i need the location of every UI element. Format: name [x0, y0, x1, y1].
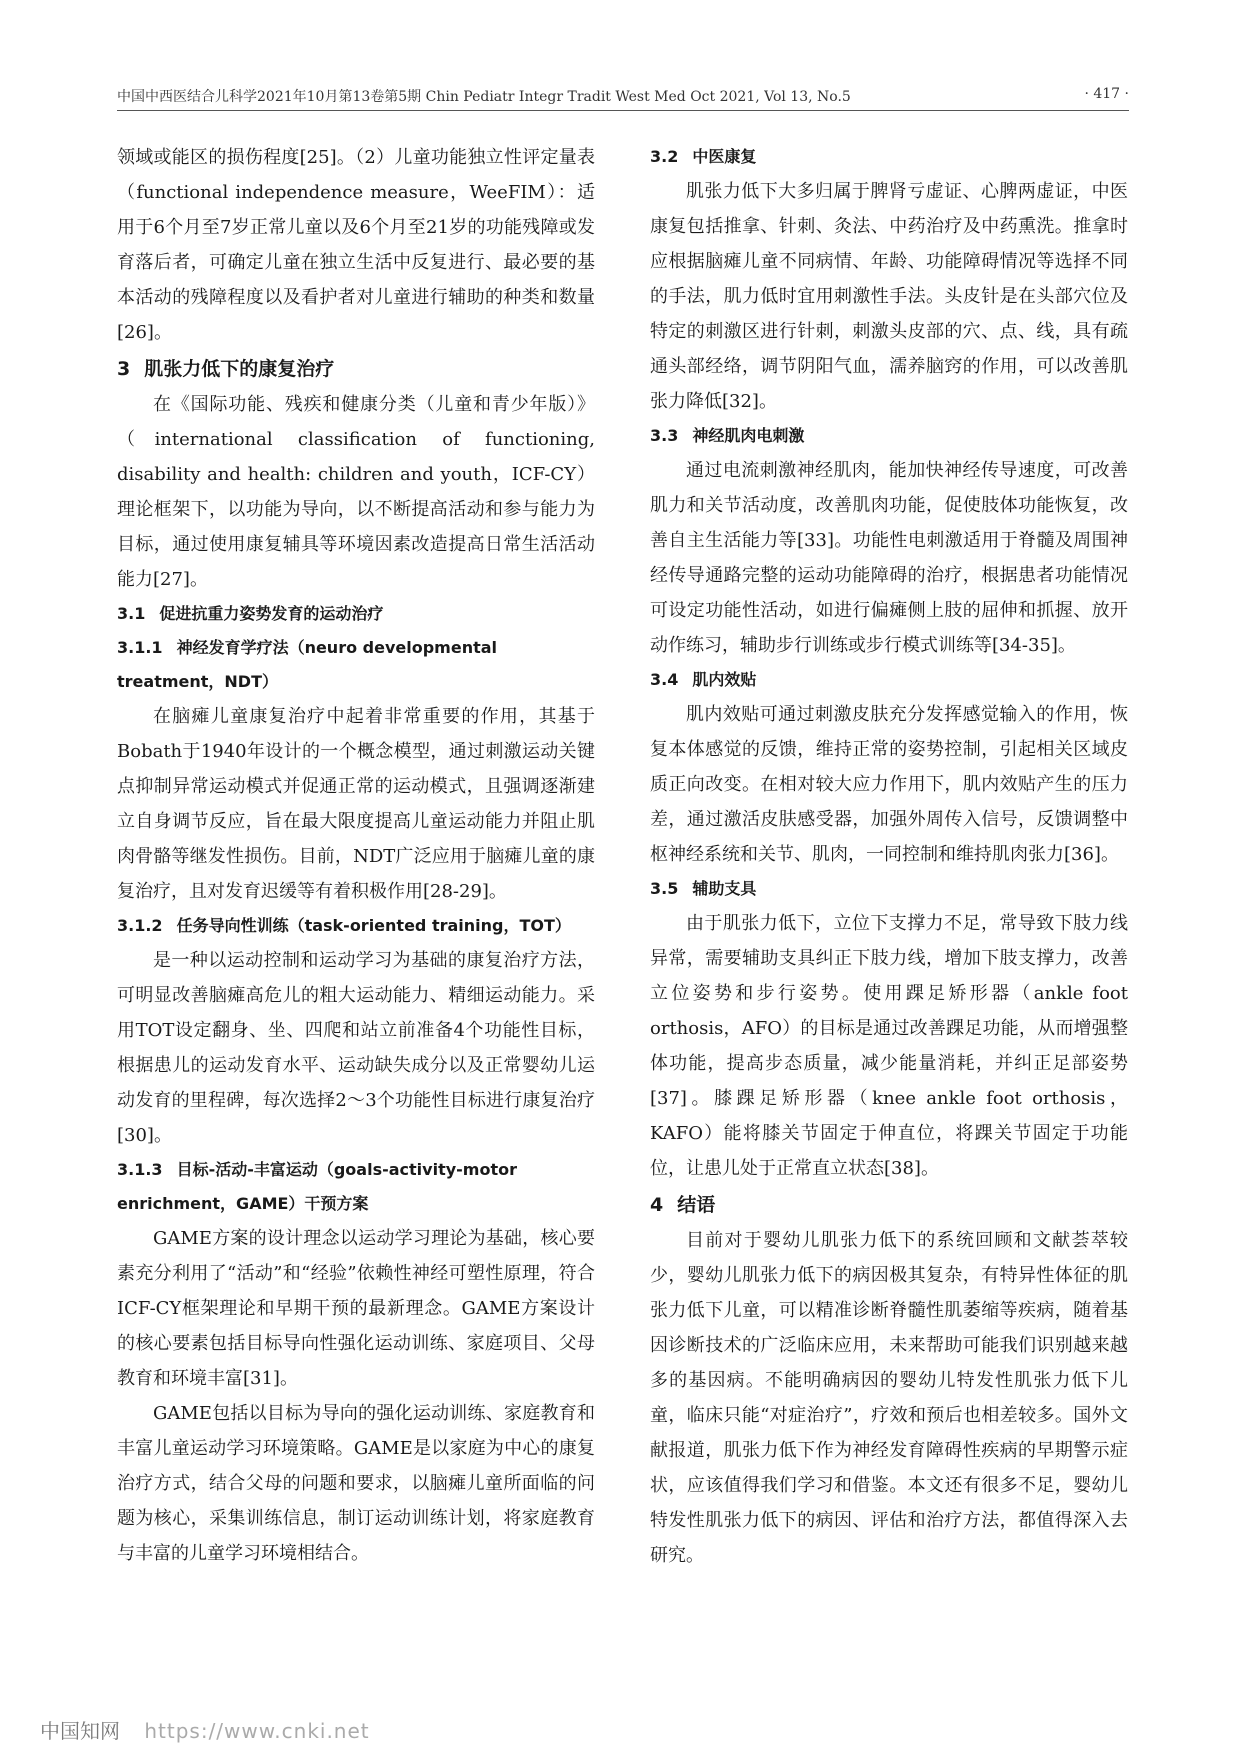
right-column	[650, 140, 1128, 1573]
section-title: 结语	[677, 1194, 716, 1216]
section-number: 3.5	[650, 879, 679, 898]
watermark-url: https://www.cnki.net	[144, 1719, 370, 1743]
section-title: 肌内效贴	[692, 670, 757, 689]
section-number: 3.2	[650, 147, 679, 166]
section-number: 3.3	[650, 426, 679, 445]
page-number: · 417 ·	[1084, 86, 1129, 102]
section-heading	[117, 352, 595, 386]
paragraph: 由于肌张力低下，立位下支撑力不足，常导致下肢力线异常，需要辅助支具纠正下肢力线，增加下肢支撑力，改善立位姿势和步行姿势。使用踝足矫形器（ankle foot orthosis，AFO）的目标是通过改善踝足功能，从而增强整体功能，提高步态质量，减少能量消耗，并纠正足部姿势[37]。膝踝足矫形器（knee ankle foot orthosis，KAFO）能将膝关节固定于伸直位，将踝关节固定于功能位，让患儿处于正常直立状态[38]。	[650, 913, 1128, 1179]
section-number: 3.4	[650, 670, 679, 689]
paragraph: 通过电流刺激神经肌肉，能加快神经传导速度，可改善肌力和关节活动度，改善肌肉功能，促使肢体功能恢复，改善自主生活能力等[33]。功能性电刺激适用于脊髓及周围神经传导通路完整的运动功能障碍的治疗，根据患者功能情况可设定功能性活动，如进行偏瘫侧上肢的屈伸和抓握、放开动作练习，辅助步行训练或步行模式训练等[34-35]。	[650, 460, 1128, 656]
subsubsection-heading	[117, 1153, 595, 1221]
section-number: 4	[650, 1194, 664, 1216]
section-number: 3	[117, 358, 131, 380]
subsection-heading	[650, 140, 1128, 174]
section-title: 任务导向性训练（task-oriented training，TOT）	[176, 916, 571, 935]
paragraph: 目前对于婴幼儿肌张力低下的系统回顾和文献荟萃较少，婴幼儿肌张力低下的病因极其复杂，有特异性体征的肌张力低下儿童，可以精准诊断脊髓性肌萎缩等疾病，随着基因诊断技术的广泛临床应用，未来帮助可能我们识别越来越多的基因病。不能明确病因的婴幼儿特发性肌张力低下儿童，临床只能“对症治疗”，疗效和预后也相差较多。国外文献报道，肌张力低下作为神经发育障碍性疾病的早期警示症状，应该值得我们学习和借鉴。本文还有很多不足，婴幼儿特发性肌张力低下的病因、评估和治疗方法，都值得深入去研究。	[650, 1230, 1128, 1566]
paragraph: 在《国际功能、残疾和健康分类（儿童和青少年版）》（international classification of functioning, disability and health: children and youth，ICF-CY）理论框架下，以功能为导向，以不断提高活动和参与能力为目标，通过使用康复辅具等环境因素改造提高日常生活活动能力[27]。	[117, 394, 595, 590]
subsection-heading	[650, 663, 1128, 697]
paragraph: GAME包括以目标为导向的强化运动训练、家庭教育和丰富儿童运动学习环境策略。GAME是以家庭为中心的康复治疗方式，结合父母的问题和要求，以脑瘫儿童所面临的问题为核心，采集训练信息，制订运动训练计划，将家庭教育与丰富的儿童学习环境相结合。	[117, 1403, 595, 1564]
section-number: 3.1.3	[117, 1160, 163, 1179]
section-number: 3.1.2	[117, 916, 163, 935]
paragraph: 肌内效贴可通过刺激皮肤充分发挥感觉输入的作用，恢复本体感觉的反馈，维持正常的姿势控制，引起相关区域皮质正向改变。在相对较大应力作用下，肌内效贴产生的压力差，通过激活皮肤感受器，加强外周传入信号，反馈调整中枢神经系统和关节、肌肉，一同控制和维持肌肉张力[36]。	[650, 704, 1128, 865]
section-number: 3.1.1	[117, 638, 163, 657]
running-header	[117, 86, 1129, 108]
section-title: 中医康复	[692, 147, 757, 166]
watermark	[40, 1715, 370, 1744]
header-rule	[117, 110, 1129, 111]
paragraph: 在脑瘫儿童康复治疗中起着非常重要的作用，其基于Bobath于1940年设计的一个概念模型，通过刺激运动关键点抑制异常运动模式并促通正常的运动模式，且强调逐渐建立自身调节反应，旨在最大限度提高儿童运动能力并阻止肌肉骨骼等继发性损伤。目前，NDT广泛应用于脑瘫儿童的康复治疗，且对发育迟缓等有着积极作用[28-29]。	[117, 706, 595, 902]
journal-citation: 中国中西医结合儿科学2021年10月第13卷第5期 Chin Pediatr Integr Tradit West Med Oct 2021, Vol 13, No.5	[117, 89, 851, 105]
section-heading	[650, 1188, 1128, 1222]
paragraph: GAME方案的设计理念以运动学习理论为基础，核心要素充分利用了“活动”和“经验”依赖性神经可塑性原理，符合ICF-CY框架理论和早期干预的最新理念。GAME方案设计的核心要素包括目标导向性强化运动训练、家庭项目、父母教育和环境丰富[31]。	[117, 1228, 595, 1389]
cnki-logo: 中国知网	[40, 1719, 120, 1743]
section-title: 辅助支具	[692, 879, 757, 898]
subsection-heading	[117, 597, 595, 631]
section-title: 肌张力低下的康复治疗	[144, 358, 335, 380]
subsection-heading	[650, 419, 1128, 453]
paragraph: 是一种以运动控制和运动学习为基础的康复治疗方法，可明显改善脑瘫高危儿的粗大运动能力、精细运动能力。采用TOT设定翻身、坐、四爬和站立前准备4个功能性目标，根据患儿的运动发育水平、运动缺失成分以及正常婴幼儿运动发育的里程碑，每次选择2～3个功能性目标进行康复治疗[30]。	[117, 950, 595, 1146]
section-title: 目标-活动-丰富运动（goals-activity-motor enrichment，GAME）干预方案	[117, 1160, 517, 1213]
section-title: 促进抗重力姿势发育的运动治疗	[159, 604, 384, 623]
section-title: 神经发育学疗法（neuro developmental treatment，NDT）	[117, 638, 498, 691]
section-title: 神经肌肉电刺激	[692, 426, 805, 445]
section-number: 3.1	[117, 604, 146, 623]
subsection-heading	[650, 872, 1128, 906]
subsubsection-heading	[117, 631, 595, 699]
subsubsection-heading	[117, 909, 595, 943]
left-column	[117, 140, 595, 1571]
paragraph: 领域或能区的损伤程度[25]。（2）儿童功能独立性评定量表（functional independence measure，WeeFIM）：适用于6个月至7岁正常儿童以及6个月至21岁的功能残障或发育落后者，可确定儿童在独立生活中反复进行、最必要的基本活动的残障程度以及看护者对儿童进行辅助的种类和数量[26]。	[117, 147, 595, 343]
paragraph: 肌张力低下大多归属于脾肾亏虚证、心脾两虚证，中医康复包括推拿、针刺、灸法、中药治疗及中药熏洗。推拿时应根据脑瘫儿童不同病情、年龄、功能障碍情况等选择不同的手法，肌力低时宜用刺激性手法。头皮针是在头部穴位及特定的刺激区进行针刺，刺激头皮部的穴、点、线，具有疏通头部经络，调节阴阳气血，濡养脑窍的作用，可以改善肌张力降低[32]。	[650, 181, 1128, 412]
